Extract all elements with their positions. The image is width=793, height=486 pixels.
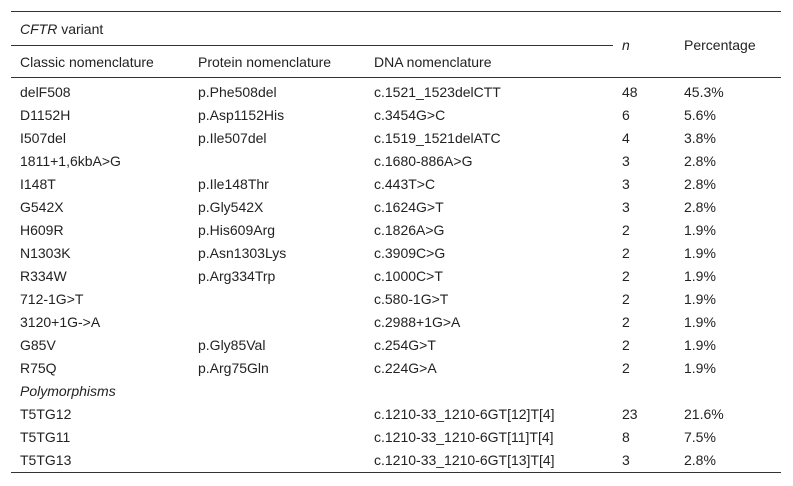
- dna-nomenclature-header: DNA nomenclature: [365, 46, 613, 78]
- protein-name-cell: [189, 310, 365, 333]
- table-row: [11, 287, 781, 310]
- table-row: [11, 149, 781, 172]
- dna-name-cell: c.1210-33_1210-6GT[13]T[4]: [365, 448, 613, 473]
- percentage-cell: 1.9%: [684, 336, 716, 353]
- variant-word: variant: [57, 20, 104, 37]
- protein-nomenclature-header: Protein nomenclature: [189, 46, 365, 78]
- table-row: [11, 172, 781, 195]
- protein-name-cell: [189, 287, 365, 310]
- count-cell: 2: [622, 244, 630, 261]
- table-row: [11, 402, 781, 425]
- dna-name-cell: c.1000C>T: [374, 267, 443, 284]
- count-cell: 2: [622, 267, 630, 284]
- protein-name-cell: [189, 448, 365, 473]
- percentage-cell: 2.8%: [684, 175, 716, 192]
- classic-nomenclature-header: Classic nomenclature: [11, 46, 189, 78]
- count-cell: 2: [622, 359, 630, 376]
- percentage-cell: 21.6%: [684, 405, 724, 422]
- protein-name-cell: p.Phe508del: [198, 83, 277, 100]
- count-cell: 3: [622, 152, 630, 169]
- count-cell: 6: [622, 106, 630, 123]
- classic-name-cell: N1303K: [20, 244, 71, 261]
- dna-name-cell: c.1680-886A>G: [374, 152, 473, 169]
- count-cell: 3: [622, 175, 630, 192]
- table-body: [11, 78, 781, 473]
- percentage-cell: 2.8%: [675, 448, 781, 473]
- classic-name-cell: R334W: [20, 267, 67, 284]
- percentage-cell: 7.5%: [684, 428, 716, 445]
- classic-name-cell: R75Q: [20, 359, 57, 376]
- cftr-variant-table: [11, 11, 781, 473]
- dna-name-cell: c.1210-33_1210-6GT[11]T[4]: [374, 428, 554, 445]
- percentage-cell: 1.9%: [684, 290, 716, 307]
- dna-name-cell: c.254G>T: [374, 336, 436, 353]
- percentage-cell: 1.9%: [684, 313, 716, 330]
- percentage-cell: 1.9%: [684, 359, 716, 376]
- dna-name-cell: c.1521_1523delCTT: [374, 83, 501, 100]
- count-cell: 4: [622, 129, 630, 146]
- protein-name-cell: p.Gly542X: [198, 198, 264, 215]
- table-row: [11, 356, 781, 379]
- classic-name-cell: D1152H: [20, 106, 71, 123]
- protein-name-cell: p.Ile507del: [198, 129, 267, 146]
- table-row: [11, 103, 781, 126]
- classic-name-cell: 712-1G>T: [20, 290, 84, 307]
- dna-name-cell: c.1624G>T: [374, 198, 444, 215]
- table-row: [11, 195, 781, 218]
- variant-table-container: [11, 11, 781, 473]
- protein-name-cell: p.Arg75Gln: [198, 359, 269, 376]
- cftr-gene-name: CFTR: [20, 20, 58, 37]
- count-cell: 2: [622, 336, 630, 353]
- percentage-cell: 1.9%: [684, 244, 716, 261]
- classic-name-cell: 1811+1,6kbA>G: [20, 152, 121, 169]
- protein-name-cell: [189, 425, 365, 448]
- count-cell: 2: [622, 313, 630, 330]
- percentage-column-header: Percentage: [675, 12, 781, 78]
- table-row: [11, 425, 781, 448]
- protein-name-cell: [189, 149, 365, 172]
- dna-name-cell: c.224G>A: [374, 359, 437, 376]
- classic-name-cell: T5TG11: [20, 428, 71, 445]
- classic-name-cell: I507del: [20, 129, 66, 146]
- table-row: [11, 218, 781, 241]
- table-row: [11, 241, 781, 264]
- classic-name-cell: G85V: [20, 336, 56, 353]
- dna-name-cell: c.1519_1521delATC: [374, 129, 501, 146]
- classic-name-cell: H609R: [20, 221, 64, 238]
- percentage-cell: 5.6%: [684, 106, 716, 123]
- classic-name-cell: I148T: [20, 175, 56, 192]
- table-row: [11, 78, 781, 104]
- percentage-cell: 2.8%: [684, 152, 716, 169]
- cftr-variant-group-header: [11, 12, 613, 46]
- header-row-group: [11, 12, 781, 46]
- protein-name-cell: p.His609Arg: [198, 221, 276, 238]
- count-cell: 2: [622, 290, 630, 307]
- table-row: [11, 126, 781, 149]
- percentage-cell: 1.9%: [684, 267, 716, 284]
- dna-name-cell: c.443T>C: [374, 175, 436, 192]
- percentage-cell: 1.9%: [684, 221, 716, 238]
- section-row: [11, 379, 781, 402]
- protein-name-cell: p.Arg334Trp: [198, 267, 276, 284]
- protein-name-cell: p.Ile148Thr: [198, 175, 269, 192]
- count-cell: 3: [613, 448, 675, 473]
- count-cell: 2: [622, 221, 630, 238]
- dna-name-cell: c.2988+1G>A: [374, 313, 461, 330]
- dna-name-cell: c.3454G>C: [374, 106, 446, 123]
- classic-name-cell: delF508: [20, 83, 71, 100]
- polymorphisms-section-label: Polymorphisms: [20, 382, 116, 399]
- table-row: [11, 333, 781, 356]
- count-cell: 23: [622, 405, 638, 422]
- percentage-cell: 45.3%: [684, 83, 724, 100]
- table-row: [11, 448, 781, 473]
- dna-name-cell: c.580-1G>T: [374, 290, 449, 307]
- classic-name-cell: G542X: [20, 198, 64, 215]
- classic-name-cell: T5TG12: [20, 405, 72, 422]
- percentage-cell: 2.8%: [684, 198, 716, 215]
- classic-name-cell: 3120+1G->A: [20, 313, 101, 330]
- protein-name-cell: p.Asp1152His: [198, 106, 285, 123]
- protein-name-cell: [189, 402, 365, 425]
- protein-name-cell: p.Asn1303Lys: [198, 244, 287, 261]
- protein-name-cell: p.Gly85Val: [198, 336, 266, 353]
- dna-name-cell: c.1826A>G: [374, 221, 445, 238]
- count-cell: 3: [622, 198, 630, 215]
- count-cell: 8: [622, 428, 630, 445]
- table-row: [11, 264, 781, 287]
- classic-name-cell: T5TG13: [11, 448, 189, 473]
- count-cell: 48: [622, 83, 638, 100]
- table-header: [11, 12, 781, 78]
- dna-name-cell: c.3909C>G: [374, 244, 446, 261]
- percentage-cell: 3.8%: [684, 129, 716, 146]
- dna-name-cell: c.1210-33_1210-6GT[12]T[4]: [374, 405, 555, 422]
- table-row: [11, 310, 781, 333]
- n-column-header: n: [613, 12, 675, 78]
